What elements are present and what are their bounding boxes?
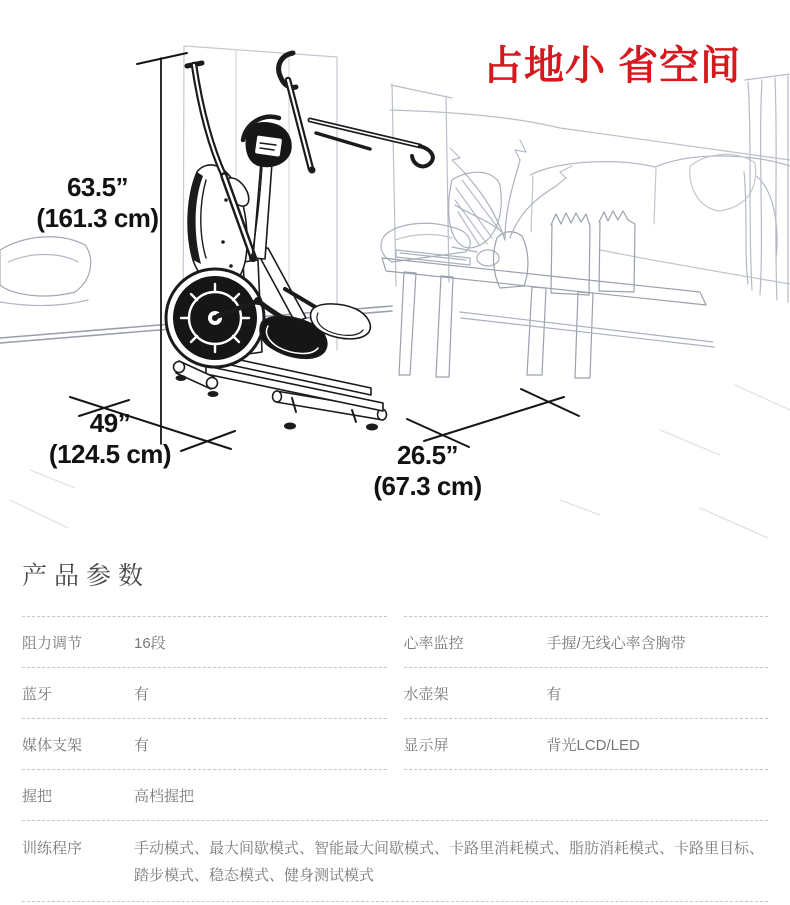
specs-section-title: 产品参数 <box>22 562 151 590</box>
spec-row-media-rack <box>22 718 387 769</box>
spec-row-heart-rate <box>404 616 769 667</box>
spec-value: 高档握把 <box>134 788 195 805</box>
spec-row-grip <box>22 769 387 820</box>
dimension-depth-cm: (124.5 cm) <box>48 439 172 469</box>
spec-value: 有 <box>546 686 562 703</box>
spec-label: 媒体支架 <box>22 737 83 754</box>
spec-label: 握把 <box>22 788 53 805</box>
dimension-width-inches: 26.5” <box>396 440 459 470</box>
spec-value: 背光LCD/LED <box>546 737 640 754</box>
spec-value: 有 <box>134 686 150 703</box>
dimension-width-cm: (67.3 cm) <box>373 471 482 501</box>
dimension-label-depth <box>30 408 190 470</box>
spec-row-bluetooth <box>22 667 387 718</box>
spec-label: 显示屏 <box>403 737 449 754</box>
dimension-label-height <box>20 172 175 234</box>
dimension-height-inches: 63.5” <box>66 172 129 202</box>
spec-row-resistance <box>22 616 387 667</box>
spec-value: 手握/无线心率含胸带 <box>546 635 686 652</box>
headline-space-saving: 占地小 省空间 <box>483 44 742 88</box>
specs-table <box>22 616 768 820</box>
specs-column-right <box>404 616 769 770</box>
spec-row-bottle-holder <box>404 667 769 718</box>
spec-value: 有 <box>134 737 150 754</box>
spec-label: 蓝牙 <box>22 686 53 703</box>
dimension-height-cm: (161.3 cm) <box>36 203 159 233</box>
spec-label: 训练程序 <box>22 840 83 857</box>
spec-row-display <box>404 718 769 770</box>
spec-value: 手动模式、最大间歇模式、智能最大间歇模式、卡路里消耗模式、脂肪消耗模式、卡路里目标、踏步模式、稳态模式、健身测试模式 <box>134 840 765 884</box>
spec-row-training-programs <box>22 820 768 902</box>
spec-value: 16段 <box>134 635 166 652</box>
spec-label: 阻力调节 <box>22 635 83 652</box>
dimension-label-width <box>345 440 510 502</box>
spec-label: 心率监控 <box>403 635 464 652</box>
dimension-depth-inches: 49” <box>89 408 131 438</box>
specs-column-left <box>22 616 387 820</box>
product-specs-section <box>0 556 790 902</box>
spec-label: 水壶架 <box>403 686 449 703</box>
